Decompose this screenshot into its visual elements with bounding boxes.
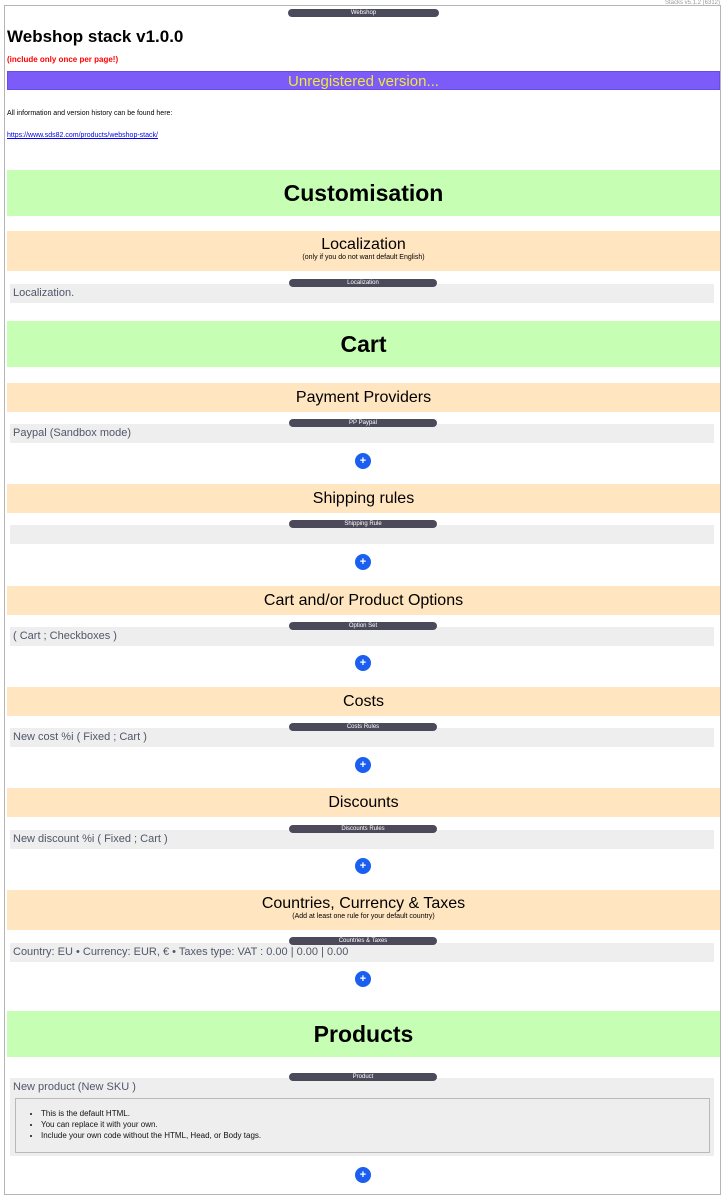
discounts-heading: Discounts — [328, 794, 399, 811]
payment-heading: Payment Providers — [295, 389, 432, 406]
list-item: • Include your own code without the HTML, Head, or Body tags. — [41, 1130, 261, 1141]
add-shipping-button[interactable]: + — [355, 554, 371, 570]
costs-heading: Costs — [343, 693, 384, 710]
costs-header — [7, 687, 720, 716]
include-warning: (include only once per page!) — [7, 55, 119, 64]
webshop-stack-pill[interactable]: Webshop — [288, 9, 439, 17]
countries-heading: Countries, Currency & Taxes — [261, 895, 466, 912]
product-html-list — [41, 1108, 261, 1141]
section-cart: Cart — [7, 321, 720, 367]
add-payment-button[interactable]: + — [355, 453, 371, 469]
options-pill[interactable]: Option Set — [289, 622, 437, 630]
add-discount-button[interactable]: + — [355, 858, 371, 874]
shipping-heading: Shipping rules — [312, 490, 415, 507]
options-heading: Cart and/or Product Options — [263, 592, 464, 609]
discounts-header — [7, 788, 720, 817]
product-html-box[interactable] — [15, 1098, 710, 1153]
payment-pill[interactable]: PP Paypal — [289, 419, 437, 427]
localization-row[interactable]: Localization. — [10, 284, 714, 303]
localization-subheading: (only if you do not want default English) — [302, 254, 425, 261]
add-product-button[interactable]: + — [355, 1167, 371, 1183]
payment-row[interactable]: Paypal (Sandbox mode) — [10, 424, 714, 443]
costs-pill[interactable]: Costs Rules — [289, 723, 437, 731]
countries-row[interactable]: Country: EU • Currency: EUR, € • Taxes type: VAT : 0.00 | 0.00 | 0.00 — [10, 943, 714, 962]
stacks-version: Stacks v5.1.2 (6312) — [664, 0, 720, 6]
list-item: • You can replace it with your own. — [41, 1119, 261, 1130]
discounts-pill[interactable]: Discounts Rules — [289, 825, 437, 833]
info-text: All information and version history can be found here: — [7, 110, 173, 117]
list-item: • This is the default HTML. — [41, 1108, 261, 1119]
add-option-button[interactable]: + — [355, 655, 371, 671]
countries-header — [7, 890, 720, 930]
add-country-button[interactable]: + — [355, 971, 371, 987]
unregistered-banner: Unregistered version... — [7, 71, 720, 90]
product-link[interactable]: https://www.sds82.com/products/webshop-stack/ — [7, 132, 158, 139]
page-title: Webshop stack v1.0.0 — [7, 27, 184, 46]
shipping-pill[interactable]: Shipping Rule — [289, 520, 437, 528]
localization-pill[interactable]: Localization — [289, 279, 437, 287]
discounts-row[interactable]: New discount %i ( Fixed ; Cart ) — [10, 830, 714, 849]
section-products: Products — [7, 1011, 720, 1057]
product-item[interactable] — [10, 1078, 714, 1156]
countries-pill[interactable]: Countries & Taxes — [289, 937, 437, 945]
product-pill[interactable]: Product — [289, 1073, 437, 1081]
shipping-header — [7, 484, 720, 513]
costs-row[interactable]: New cost %i ( Fixed ; Cart ) — [10, 728, 714, 747]
product-label: New product (New SKU ) — [13, 1081, 136, 1093]
localization-heading: Localization — [321, 236, 406, 253]
section-customisation: Customisation — [7, 170, 720, 216]
payment-header — [7, 383, 720, 412]
add-cost-button[interactable]: + — [355, 757, 371, 773]
countries-subheading: (Add at least one rule for your default country) — [292, 913, 435, 920]
options-row[interactable]: ( Cart ; Checkboxes ) — [10, 627, 714, 646]
localization-header — [7, 231, 720, 271]
options-header — [7, 586, 720, 615]
